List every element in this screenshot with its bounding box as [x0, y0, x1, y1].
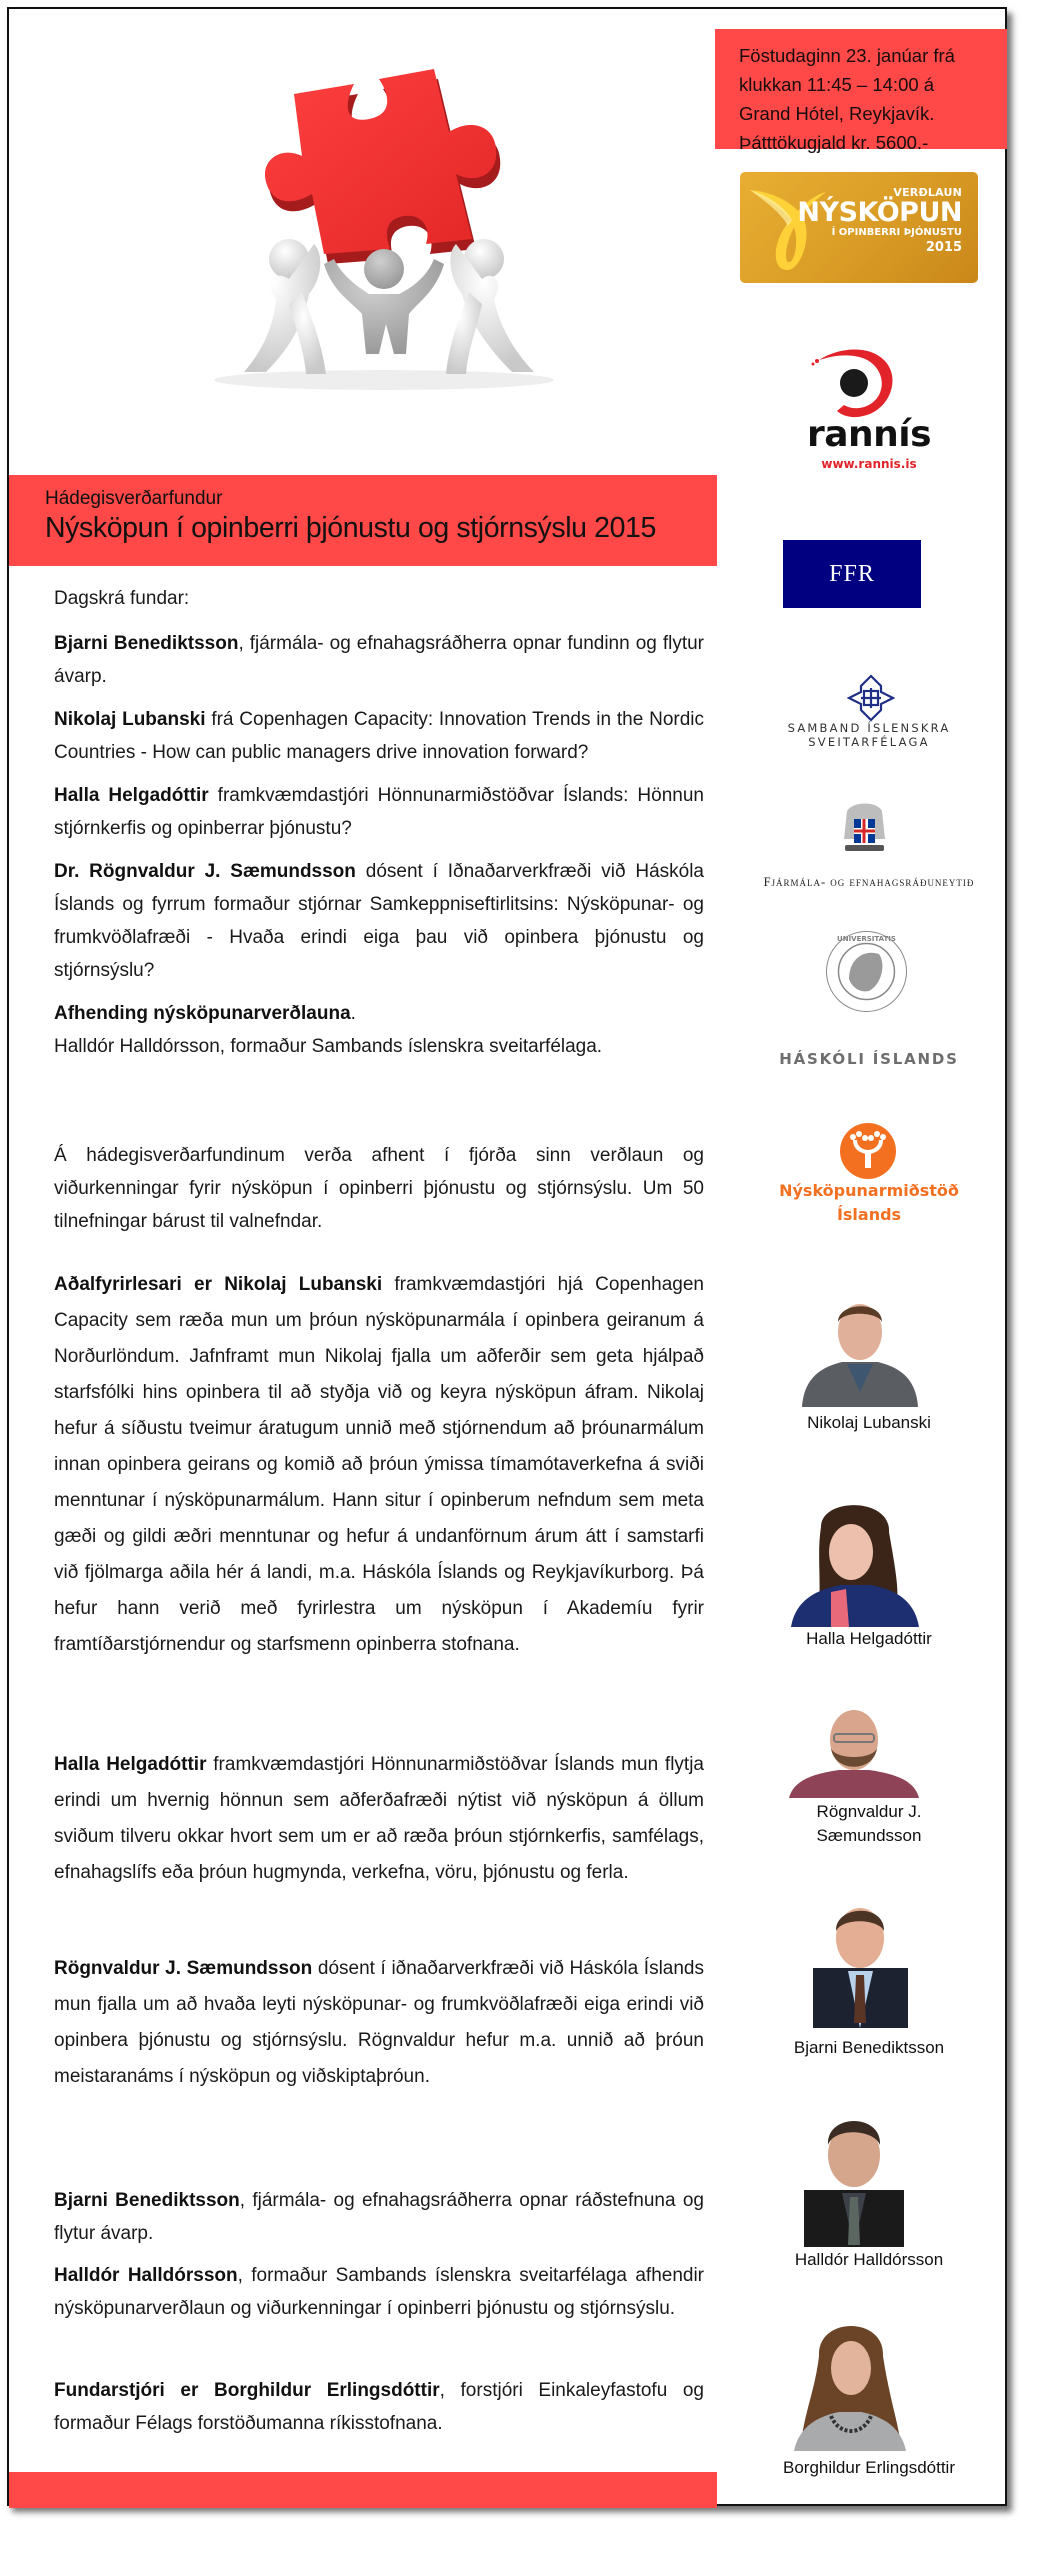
- puzzle-teamwork-illustration: [194, 54, 574, 394]
- intro-paragraph: Á hádegisverðarfundinum verða afhent í fjórða sinn verðlaun og viðurkenningar fyrir nýsköpun í opinberri þjónustu og stjórnsýslu. Um 50 tilnefningar bárust til valnefndar.: [54, 1145, 704, 1232]
- agenda-text: , fjármála- og efnahagsráðherra opnar fundinn og flytur ávarp.: [54, 633, 704, 687]
- nmi-name-line2: Íslands: [836, 1205, 902, 1224]
- agenda-item: [54, 627, 704, 693]
- agenda-item: [54, 997, 704, 1063]
- agenda-section: [54, 581, 704, 1063]
- rannis-url: www.rannis.is: [821, 457, 917, 471]
- agenda-speaker: Nikolaj Lubanski: [54, 709, 206, 730]
- agenda-award: Afhending nýsköpunarverðlauna: [54, 1003, 351, 1024]
- event-time: klukkan 11:45 – 14:00 á: [739, 74, 935, 95]
- event-date: Föstudaginn 23. janúar frá: [739, 45, 955, 66]
- bio-borghildur: [54, 2374, 704, 2440]
- speaker-name-line1: Rögnvaldur J.: [816, 1802, 922, 1821]
- title-banner: [9, 475, 717, 566]
- nmi-tree-icon: [839, 1122, 897, 1180]
- event-venue: Grand Hótel, Reykjavík.: [739, 103, 935, 124]
- innovation-award-logo: [740, 172, 978, 283]
- university-seal-icon: [824, 929, 909, 1014]
- speaker-photo-nikolaj: [802, 1292, 918, 1407]
- speaker-name: Halldór Halldórsson: [794, 2250, 944, 2269]
- event-fee: Þátttökugjald kr. 5600.-: [739, 132, 929, 153]
- samband-knot-icon: [847, 674, 895, 722]
- bio-text: , formaður Sambands íslenskra sveitarfélaga afhendir nýsköpunarverðlaun og viðurkenningar í opinberri þjónustu og stjórnsýslu.: [54, 2265, 705, 2319]
- page-title: Nýsköpun í opinberri þjónustu og stjórnsýslu 2015: [45, 512, 656, 544]
- ffr-logo: FFR: [783, 540, 921, 608]
- bio-text: framkvæmdastjóri hjá Copenhagen Capacity sem ræða mun um þróun nýsköpunarmála í opinbera geiranum á Norðurlöndum. Jafnframt mun Nikolaj fjalla um aðferðir sem geta hjálpað starfsfólki hins opinbera til að styðja við og keyra nýsköpun áfram. Nikolaj hefur á síðustu tveimur áratugum unnið með stjórnendum að þróunarmálum innan opinbera geirans og komið að þróun ýmissa tímamótaverkefna á sviði menntunar í nýsköpunarmálum. Hann situr í opinberum nefndum sem meta gæði og gildi æðri menntunar og hefur á undanförnum árum átt í samstarfi við fjölmarga aðila hér á landi, m.a. Háskóla Íslands og Reykjavíkurborg. Þá hefur hann verið með fyrirlestra um nýsköpun í Akademíu fyrir framtíðarstjórnendur og starfsmenn opinberra stofnana.: [54, 1274, 704, 1655]
- svg-text:UNIVERSITATIS: UNIVERSITATIS: [837, 935, 896, 943]
- rannis-eye-icon: [809, 345, 899, 420]
- bio-text: , fjármála- og efnahagsráðherra opnar ráðstefnuna og flytur ávarp.: [54, 2190, 704, 2244]
- nmi-logo-text: [729, 1179, 1009, 1227]
- award-subtitle: Í OPINBERRI ÞJÓNUSTU: [831, 227, 962, 238]
- agenda-text: dósent í Iðnaðarverkfræði við Háskóla Íslands og fyrrum formaður stjórnar Samkeppniseftirlitsins: Nýsköpunar- og frumkvöðlafræði - Hvaða erindi eiga þau við opinbera þjónustu og stjórnsýslu?: [54, 861, 704, 981]
- agenda-text: framkvæmdastjóri Hönnunarmiðstöðvar Íslands: Hönnun stjórnkerfis og opinberrar þjónustu?: [54, 785, 704, 839]
- agenda-speaker: Dr. Rögnvaldur J. Sæmundsson: [54, 861, 356, 882]
- hi-logo-text: HÁSKÓLI ÍSLANDS: [779, 1050, 959, 1068]
- speaker-photo-rognvaldur: [789, 1698, 919, 1798]
- bio-heading: Bjarni Benediktsson: [54, 2190, 240, 2211]
- speaker-name: Bjarni Benediktsson: [793, 2038, 945, 2057]
- speaker-name: Nikolaj Lubanski: [807, 1413, 931, 1432]
- agenda-item: [54, 779, 704, 845]
- bio-heading: Halldór Halldórsson: [54, 2265, 238, 2286]
- speaker-name-line2: Sæmundsson: [816, 1826, 922, 1845]
- bio-heading: Halla Helgadóttir: [54, 1754, 207, 1775]
- icelandic-coat-of-arms-icon: [837, 799, 892, 857]
- fjarmala-logo-text: Fjármála- og efnahagsráðuneytið: [763, 875, 975, 889]
- agenda-heading: Dagskrá fundar:: [54, 588, 190, 609]
- bio-bjarni: [54, 2184, 704, 2250]
- bio-heading: Aðalfyrirlesari er Nikolaj Lubanski: [54, 1274, 383, 1295]
- speaker-name: [729, 1800, 1009, 1848]
- agenda-text: .: [350, 1003, 356, 1024]
- award-label: VERÐLAUN: [893, 186, 962, 199]
- agenda-text: frá Copenhagen Capacity: Innovation Trends in the Nordic Countries - How can public managers drive innovation forward?: [54, 709, 705, 763]
- speaker-photo-halla: [791, 1497, 919, 1627]
- speaker-name: Halla Helgadóttir: [806, 1629, 932, 1648]
- speaker-photo-bjarni: [813, 1893, 908, 2028]
- agenda-item: [54, 855, 704, 987]
- flyer-page: [7, 7, 1007, 2506]
- agenda-item: [54, 703, 704, 769]
- bio-rognvaldur: [54, 1951, 704, 2095]
- bio-heading: Rögnvaldur J. Sæmundsson: [54, 1958, 313, 1979]
- samband-logo-text: SAMBAND ÍSLENSKRA SVEITARFÉLAGA: [787, 721, 951, 749]
- agenda-text: Halldór Halldórsson, formaður Sambands íslenskra sveitarfélaga.: [54, 1036, 603, 1057]
- award-year: 2015: [925, 240, 962, 255]
- event-type: Hádegisverðarfundur: [45, 488, 223, 509]
- bio-halla: [54, 1747, 704, 1891]
- bio-nikolaj: [54, 1267, 704, 1663]
- speaker-photo-halldor: [804, 2105, 904, 2247]
- footer-bar: [9, 2472, 717, 2508]
- bio-heading: Fundarstjóri er Borghildur Erlingsdóttir: [54, 2380, 440, 2401]
- award-title: NÝSKÖPUN: [797, 197, 962, 228]
- agenda-speaker: Halla Helgadóttir: [54, 785, 209, 806]
- nmi-name-line1: Nýsköpunarmiðstöð: [779, 1181, 959, 1200]
- speaker-name: Borghildur Erlingsdóttir: [783, 2458, 955, 2477]
- bio-halldor: [54, 2259, 704, 2325]
- bio-text: , forstjóri Einkaleyfastofu og formaður Félags forstöðumanna ríkisstofnana.: [54, 2380, 704, 2434]
- event-info-box: [715, 29, 1007, 153]
- bio-text: framkvæmdastjóri Hönnunarmiðstöðvar Íslands mun flytja erindi um hvernig hönnun sem aðferðafræði nýtist við nýsköpun á öllum sviðum tilveru okkar hvort sem um er að ræða þróun stjórnkerfis, samfélags, efnahagslífs eða þróun hugmynda, verkefna, vöru, þjónustu og ferla.: [54, 1754, 704, 1883]
- agenda-speaker: Bjarni Benediktsson: [54, 633, 239, 654]
- rannis-wordmark: rannís: [806, 414, 932, 455]
- speaker-photo-borghildur: [789, 2316, 911, 2451]
- bio-text: dósent í iðnaðarverkfræði við Háskóla Íslands mun fjalla um að hvaða leyti nýsköpunar- og frumkvöðlafræði eiga erindi við opinbera þjónustu og stjórnsýslu. Rögnvaldur hefur m.a. unnið að þróun meistaranáms í nýsköpun og viðskiptaþróun.: [54, 1958, 704, 2087]
